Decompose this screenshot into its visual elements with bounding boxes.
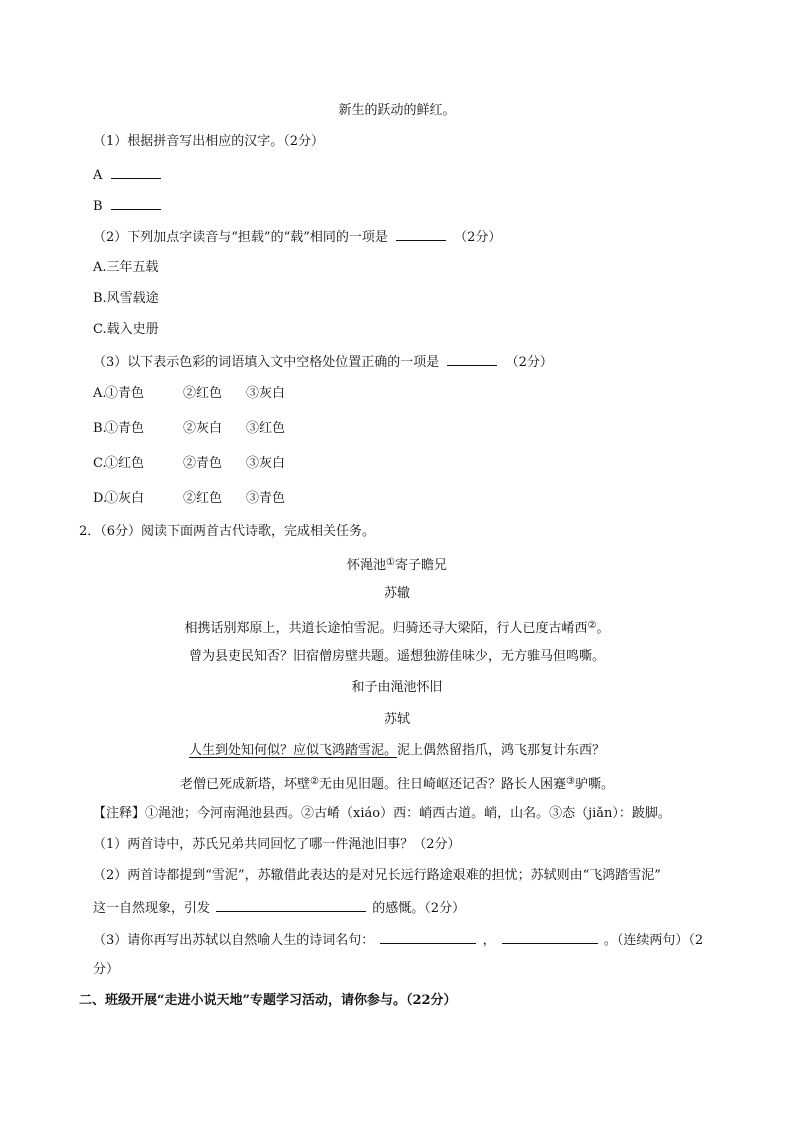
poem2-line1-rest: 泥上偶然留指爪，鸿飞那复计东西？ (397, 743, 606, 758)
q1-answer-a (93, 165, 161, 185)
q1-sub2-option-b: B.风雪载途 (93, 291, 159, 306)
q2-sub3-blank-2[interactable] (502, 930, 598, 944)
poem2-author: 苏轼 (383, 712, 410, 727)
poem1-line1-a: 相携话别郑原上，共道长途怕雪泥。归骑还寻大梁陌，行人已度古崤西 (184, 621, 588, 636)
q1-sub3-blank[interactable] (447, 352, 497, 366)
q1-sub2-score: （2分） (454, 230, 502, 245)
option-color-3: ③灰白 (246, 386, 286, 401)
q2-sub3 (93, 930, 703, 950)
section-2-heading: 二、班级开展“走进小说天地”专题学习活动，请你参与。（22分） (79, 993, 457, 1008)
q1-sub2 (93, 227, 501, 247)
q2-sub2-text: 这一自然现象，引发 (93, 901, 211, 916)
q1-sub2-text: （2）下列加点字读音与“担载”的“载”相同的一项是 (93, 230, 388, 245)
option-color-1: ①青色 (105, 386, 145, 401)
poem2-line2-b: 无由见旧题。往日崎岖还记否？路长人困蹇 (318, 777, 566, 792)
option-color-3: ③青色 (246, 491, 286, 506)
option-color-1: ①灰白 (105, 491, 145, 506)
option-color-2: ②灰白 (183, 421, 223, 436)
q2-sub3-wrap: 分） (93, 962, 120, 977)
poem1-title-a: 怀渑池 (347, 558, 387, 573)
q2-sub3-score: 。（连续两句）（2 (603, 933, 704, 948)
q1-sub3-text: （3）以下表示色彩的词语填入文中空格处位置正确的一项是 (93, 355, 440, 370)
top-line: 新生的跃动的鲜红。 (338, 103, 456, 118)
poem1-title-b: 寄子瞻兄 (394, 558, 447, 573)
q1-sub3 (93, 352, 553, 372)
poem2-title: 和子由渑池怀旧 (351, 680, 443, 695)
poem2-line1 (0, 742, 794, 760)
option-color-3: ③灰白 (246, 456, 286, 471)
footnote-marker-1: ① (386, 557, 395, 568)
q1-sub2-option-c: C.载入史册 (93, 322, 159, 337)
q1-sub2-blank[interactable] (396, 227, 446, 241)
q2-heading: 2．（6分）阅读下面两首古代诗歌，完成相关任务。 (79, 524, 376, 539)
option-label: B. (93, 421, 107, 436)
q1-sub3-score: （2分） (505, 355, 553, 370)
footnote-marker-3: ③ (566, 776, 575, 787)
poem2-line2-c: 驴嘶。 (574, 777, 614, 792)
q1-sub1: （1）根据拼音写出相应的汉字。（2分） (93, 134, 325, 149)
option-color-2: ②青色 (183, 456, 223, 471)
option-color-3: ③红色 (246, 421, 286, 436)
option-color-1: ①红色 (105, 456, 145, 471)
option-color-1: ①青色 (105, 421, 145, 436)
option-color-2: ②红色 (183, 386, 223, 401)
q2-sub3-comma: ， (482, 933, 496, 948)
q2-sub2-line2 (93, 898, 465, 918)
poem2-line1-underlined: 人生到处知何似？应似飞鸿踏雪泥。 (188, 743, 397, 758)
q2-sub2-line1: （2）两首诗都提到“雪泥”，苏辙借此表达的是对兄长远行路途艰难的担忧；苏轼则由“飞鸿踏雪泥” (93, 868, 661, 883)
poem1-line2: 曾为县吏民知否？旧宿僧房壁共题。遥想独游佳味少，无方骓马但鸣嘶。 (188, 649, 605, 664)
poem1-author: 苏辙 (383, 586, 410, 601)
q2-notes: 【注释】①渑池；今河南渑池县西。②古崤（xiáo）西：峭西古道。峭，山名。③态（jiǎn）：跛脚。 (93, 806, 671, 821)
q1-sub2-option-a: A.三年五载 (93, 260, 159, 275)
option-color-2: ②红色 (183, 491, 223, 506)
poem2-line2 (0, 773, 794, 794)
footnote-marker-2: ② (587, 620, 597, 631)
q1-answer-b (93, 196, 161, 216)
poem2-line2-a: 老僧已死成新塔，坏壁 (180, 777, 311, 792)
q2-sub1: （1）两首诗中，苏氏兄弟共同回忆了哪一件渑池旧事？（2分） (93, 837, 461, 852)
poem1-line1-b: 。 (596, 621, 610, 636)
poem1-line1 (0, 617, 794, 638)
answer-a-label: A (93, 168, 103, 183)
q2-sub2-blank[interactable] (216, 898, 366, 912)
option-label: A. (93, 386, 107, 401)
poem1-title (0, 554, 794, 575)
footnote-marker-2b: ② (310, 776, 319, 787)
option-label: C. (93, 456, 107, 471)
answer-b-label: B (93, 199, 103, 214)
answer-b-blank[interactable] (111, 196, 161, 210)
option-label: D. (93, 491, 108, 506)
answer-a-blank[interactable] (111, 165, 161, 179)
q2-sub3-text: （3）请你再写出苏轼以自然喻人生的诗词名句： (93, 933, 375, 948)
q2-sub3-blank-1[interactable] (380, 930, 476, 944)
q2-sub2-score: 的感慨。（2分） (372, 901, 466, 916)
